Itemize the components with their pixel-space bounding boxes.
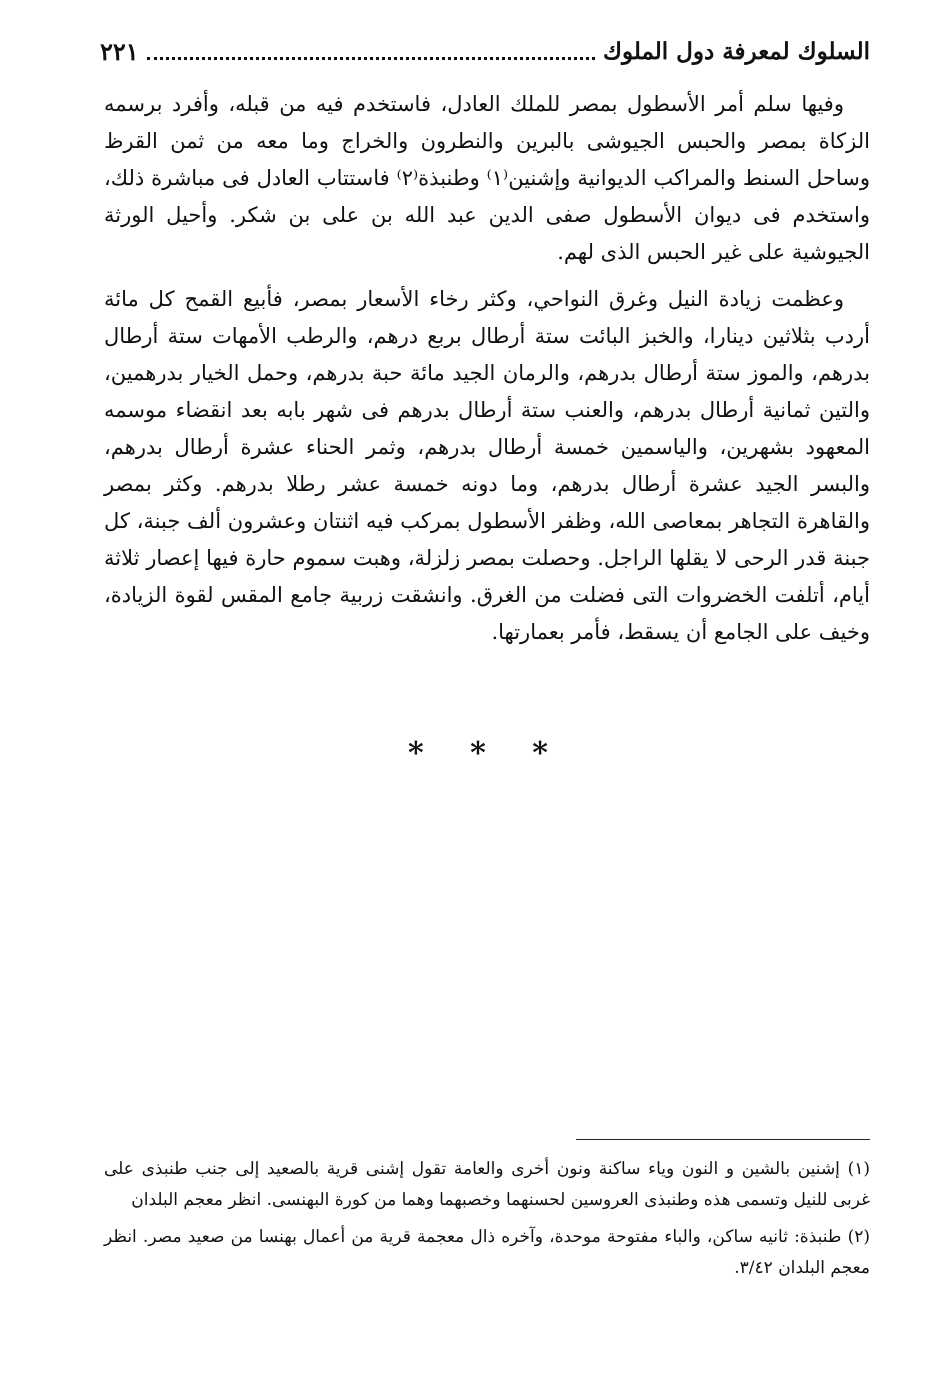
- main-text: [104, 86, 870, 651]
- paragraph-2: وعظمت زيادة النيل وغرق النواحي، وكثر رخاء الأسعار بمصر، فأبيع القمح كل مائة أردب بثلاثين دينارا، والخبز البائت ستة أرطال بربع درهم، والرطب الأمهات ستة أرطال بدرهم، والموز ستة أرطال بدرهم، والرمان الجيد مائة حبة بدرهم، وحمل الخيار بدرهمين، والتين ثمانية أرطال بدرهم، والعنب ستة أرطال بدرهم فى شهر بابه بعد انقضاء موسمه المعهود بشهرين، والياسمين خمسة أرطال بدرهم، وثمر الحناء عشرة أرطال بدرهم، والبسر الجيد عشرة أرطال بدرهم، وما دونه خمسة عشر رطلا بدرهم. وكثر بمصر والقاهرة التجاهر بمعاصى الله، وظفر الأسطول بمركب فيه اثنتان وعشرون ألف جبنة، كل جبنة قدر الرحى لا يقلها الراجل. وحصلت بمصر زلزلة، وهبت سموم حارة فيها إعصار ثلاثة أيام، أتلفت الخضروات التى فضلت من الغرق. وانشقت زربية جامع المقس لقوة الزيادة، وخيف على الجامع أن يسقط، فأمر بعمارتها.: [104, 287, 870, 644]
- footnote-2: (٢) طنبذة: ثانيه ساكن، والباء مفتوحة موحدة، وآخره ذال معجمة قرية من أعمال بهنسا من صعيد مصر. انظر معجم البلدان ٣/٤٢.: [104, 1227, 870, 1278]
- header-title: السلوك لمعرفة دول الملوك: [602, 37, 870, 65]
- running-header: [100, 28, 870, 74]
- section-separator: * * *: [408, 736, 566, 771]
- paragraph-1: وفيها سلم أمر الأسطول بمصر للملك العادل، فاستخدم فيه من قبله، وأفرد برسمه الزكاة بمصر والحبس الجيوشى بالبرين والنطرون والخراج وما معه من ثمن القرظ وساحل السنط والمراكب الديوانية وإشنين⁽١⁾ وطنبذة⁽٢⁾ فاستتاب العادل فى مباشرة ذلك، واستخدم فى ديوان الأسطول صفى الدين عبد الله بن على بن شكر. وأحيل الورثة الجيوشية على غير الحبس الذى لهم.: [104, 92, 870, 264]
- page-number: ٢٢١: [100, 36, 139, 66]
- footnote-1: (١) إشنين بالشين و النون وياء ساكنة ونون أخرى والعامة تقول إشنى قرية بالصعيد إلى جنب طنبذى على غربى للنيل وتسمى هذه وطنبذى العروسين لحسنهما وخصبهما وهما من كورة البهنسى. انظر معجم البلدان: [104, 1159, 870, 1210]
- footnotes: [104, 1154, 870, 1284]
- footnote-rule: [576, 1139, 870, 1140]
- header-leader-dots: [147, 43, 595, 60]
